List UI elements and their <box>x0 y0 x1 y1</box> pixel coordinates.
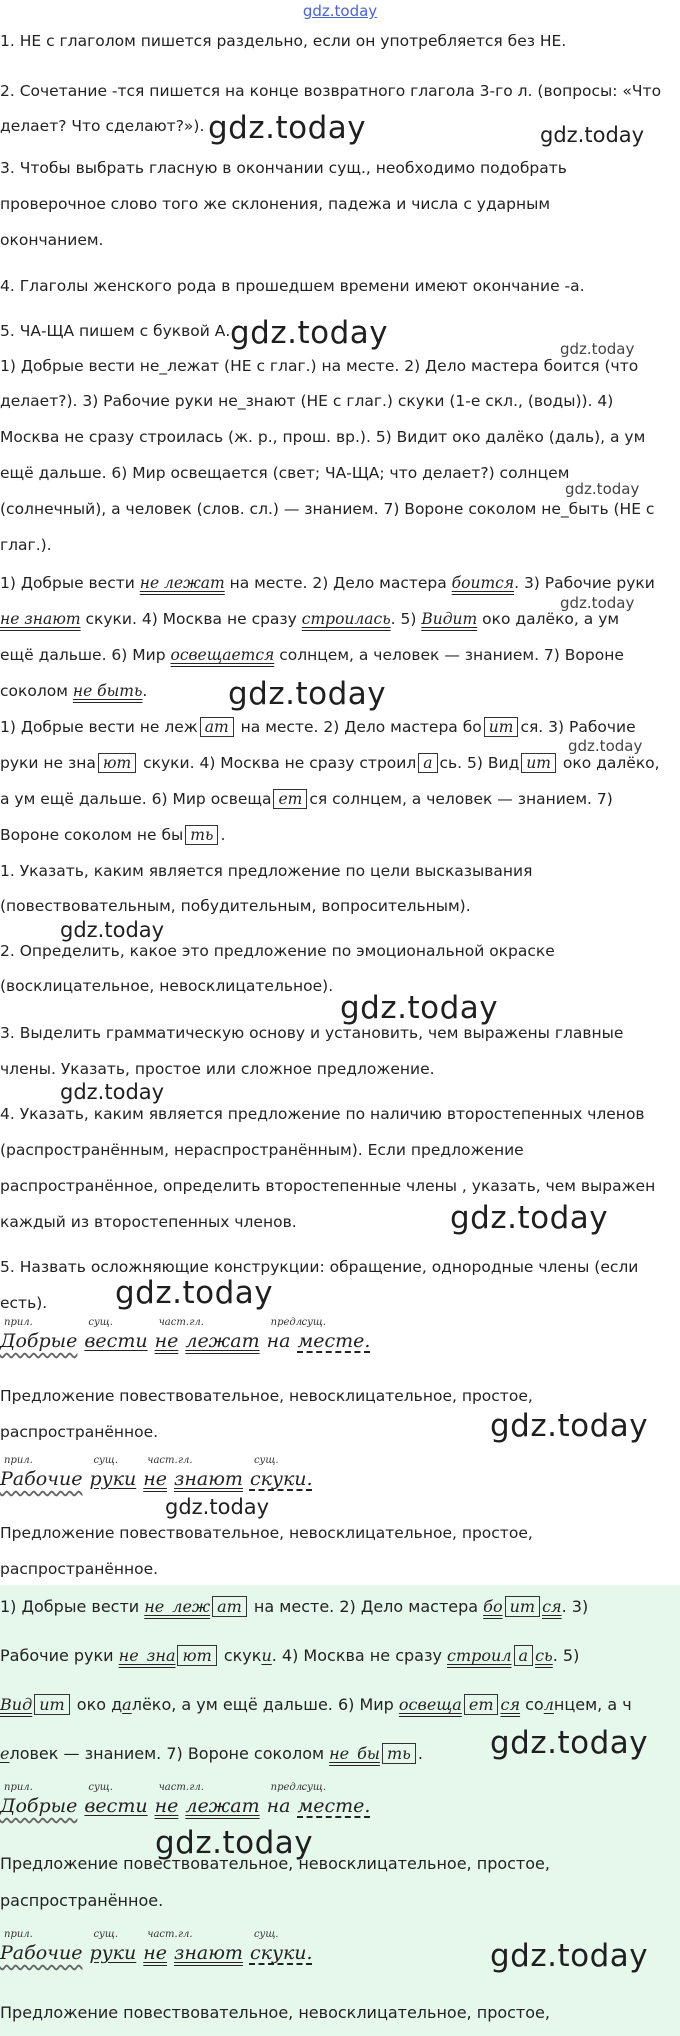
boxed-line-3: а ум ещё дальше. 6) Мир освеща ет ся солнцем, а человек — знанием. 7) <box>0 790 613 808</box>
watermark: gdz.today <box>490 1408 649 1444</box>
watermark: gdz.today <box>165 1495 270 1519</box>
green-line-2: Рабочие руки не_зна ют скуки. 4) Москва не сразу строил а сь. 5) <box>0 1646 580 1665</box>
parse-word: прил. Рабочие <box>0 1455 83 1490</box>
watermark: gdz.today <box>155 1825 314 1861</box>
watermark: gdz.today <box>560 340 635 358</box>
conclusion-1: Предложение повествовательное, невосклицательное, простое, <box>0 1387 533 1405</box>
underlined-line-1: 1) Добрые вести не лежат на месте. 2) Дело мастера боится. 3) Рабочие руки <box>0 574 655 592</box>
conclusion-1-cont: распространённое. <box>0 1423 159 1441</box>
parse-sentence-2 <box>0 1455 320 1490</box>
parse-word: сущ. руки <box>89 1455 137 1490</box>
watermark: gdz.today <box>208 110 367 146</box>
parse-word: гл. лежат <box>185 1317 260 1352</box>
watermark: gdz.today <box>565 480 640 498</box>
plan-line-6: члены. Указать, простое или сложное предложение. <box>0 1060 435 1078</box>
parse-sentence-1 <box>0 1317 377 1352</box>
parse-word: сущ. руки <box>89 1929 137 1964</box>
explained-line-3: Москва не сразу строилась (ж. р., прош. вр.). 5) Видит око далёко (даль), а ум <box>0 428 646 446</box>
watermark: gdz.today <box>490 1725 649 1761</box>
plan-line-10: каждый из второстепенных членов. <box>0 1213 297 1231</box>
header-watermark-link[interactable]: gdz.today <box>302 2 378 20</box>
watermark: gdz.today <box>340 990 499 1026</box>
explained-line-2: делает?). 3) Рабочие руки не_знают (НЕ с глаг.) скуки (1-е скл., (воды)). 4) <box>0 392 614 410</box>
green-line-3: Вид ит око далёко, а ум ещё дальше. 6) Мир освеща ет ся солнцем, а ч <box>0 1695 632 1714</box>
watermark: gdz.today <box>230 315 389 351</box>
parse-word: част. не <box>143 1929 178 1964</box>
parse-word: сущ. месте. <box>297 1782 371 1817</box>
watermark: gdz.today <box>560 594 635 612</box>
rule-3-end: окончанием. <box>0 231 104 249</box>
rule-2: 2. Сочетание -тся пишется на конце возвратного глагола 3-го л. (вопросы: «Что <box>0 82 662 100</box>
watermark: gdz.today <box>60 1080 165 1104</box>
parse-word: гл. знают <box>174 1455 243 1490</box>
green-parse-sentence-2 <box>0 1929 320 1964</box>
parse-word: гл. знают <box>174 1929 243 1964</box>
watermark: gdz.today <box>228 676 387 712</box>
plan-line-11: 5. Назвать осложняющие конструкции: обращение, однородные члены (если <box>0 1258 639 1276</box>
boxed-line-2: руки не зна ют скуки. 4) Москва не сразу строил а сь. 5) Вид ит око далёко, <box>0 754 660 772</box>
parse-word: сущ. вести <box>84 1317 148 1352</box>
watermark: gdz.today <box>60 918 165 942</box>
parse-word: предл. на <box>266 1317 306 1352</box>
watermark: gdz.today <box>490 1938 649 1974</box>
parse-word: част. не <box>154 1317 190 1352</box>
rule-2-cont: делает? Что сделают?»). <box>0 117 205 135</box>
parse-word: прил. Добрые <box>0 1317 78 1352</box>
rule-4: 4. Глаголы женского рода в прошедшем времени имеют окончание -а. <box>0 277 585 295</box>
plan-line-7: 4. Указать, каким является предложение по наличию второстепенных членов <box>0 1105 645 1123</box>
watermark: gdz.today <box>568 737 643 755</box>
green-conclusion-1: Предложение повествовательное, невосклицательное, простое, <box>0 1854 550 1873</box>
parse-word: част. не <box>143 1455 178 1490</box>
parse-word: сущ. месте. <box>297 1317 371 1352</box>
underlined-line-4: соколом не быть. <box>0 682 148 700</box>
green-line-4: еловек — знанием. 7) Вороне соколом не_бы ть . <box>0 1744 423 1763</box>
parse-word: сущ. скуки. <box>249 1455 313 1490</box>
rule-5: 5. ЧА-ЩА пишем с буквой А. <box>0 322 231 340</box>
underlined-line-3: ещё дальше. 6) Мир освещается солнцем, а человек — знанием. 7) Вороне <box>0 646 624 664</box>
plan-line-2: (повествовательным, побудительным, вопросительным). <box>0 897 471 915</box>
parse-word: прил. Добрые <box>0 1782 78 1817</box>
green-conclusion-2: Предложение повествовательное, невосклицательное, простое, <box>0 2003 550 2022</box>
parse-word: гл. лежат <box>185 1782 260 1817</box>
plan-line-12: есть). <box>0 1294 48 1312</box>
conclusion-2-cont: распространённое. <box>0 1560 159 1578</box>
plan-line-1: 1. Указать, каким является предложение по цели высказывания <box>0 862 533 880</box>
explained-line-4: ещё дальше. 6) Мир освещается (свет; ЧА-ЩА; что делает?) солнцем <box>0 464 570 482</box>
boxed-line-1: 1) Добрые вести не леж ат на месте. 2) Дело мастера бо ит ся. 3) Рабочие <box>0 718 636 736</box>
plan-line-8: (распространённым, нераспространённым). Если предложение <box>0 1141 524 1159</box>
parse-word: част. не <box>154 1782 190 1817</box>
parse-word: сущ. скуки. <box>249 1929 313 1964</box>
rule-1: 1. НЕ с глаголом пишется раздельно, если он употребляется без НЕ. <box>0 32 567 50</box>
parse-word: предл. на <box>266 1782 306 1817</box>
green-line-1: 1) Добрые вести не_леж ат на месте. 2) Дело мастера бо ит ся. 3) <box>0 1597 589 1616</box>
conclusion-2: Предложение повествовательное, невосклицательное, простое, <box>0 1524 533 1542</box>
boxed-line-4: Вороне соколом не бы ть . <box>0 826 226 844</box>
watermark: gdz.today <box>450 1200 609 1236</box>
green-parse-sentence-1 <box>0 1782 377 1817</box>
plan-line-9: распространённое, определить второстепенные члены , указать, чем выражен <box>0 1177 656 1195</box>
explained-line-6: глаг.). <box>0 536 52 554</box>
watermark: gdz.today <box>115 1275 274 1311</box>
parse-word: сущ. вести <box>84 1782 148 1817</box>
plan-line-3: 2. Определить, какое это предложение по эмоциональной окраске <box>0 942 555 960</box>
watermark: gdz.today <box>540 123 645 147</box>
parse-word: прил. Рабочие <box>0 1929 83 1964</box>
rule-3-cont: проверочное слово того же склонения, падежа и числа с ударным <box>0 195 551 213</box>
rule-3: 3. Чтобы выбрать гласную в окончании сущ., необходимо подобрать <box>0 159 567 177</box>
underlined-line-2: не знают скуки. 4) Москва не сразу строилась. 5) Видит око далёко, а ум <box>0 610 620 628</box>
plan-line-4: (восклицательное, невосклицательное). <box>0 977 334 995</box>
plan-line-5: 3. Выделить грамматическую основу и установить, чем выражены главные <box>0 1024 624 1042</box>
explained-line-5: (солнечный), а человек (слов. сл.) — знанием. 7) Вороне соколом не_быть (НЕ с <box>0 500 655 518</box>
green-conclusion-1-cont: распространённое. <box>0 1891 164 1910</box>
explained-line-1: 1) Добрые вести не_лежат (НЕ с глаг.) на месте. 2) Дело мастера боится (что <box>0 357 639 375</box>
